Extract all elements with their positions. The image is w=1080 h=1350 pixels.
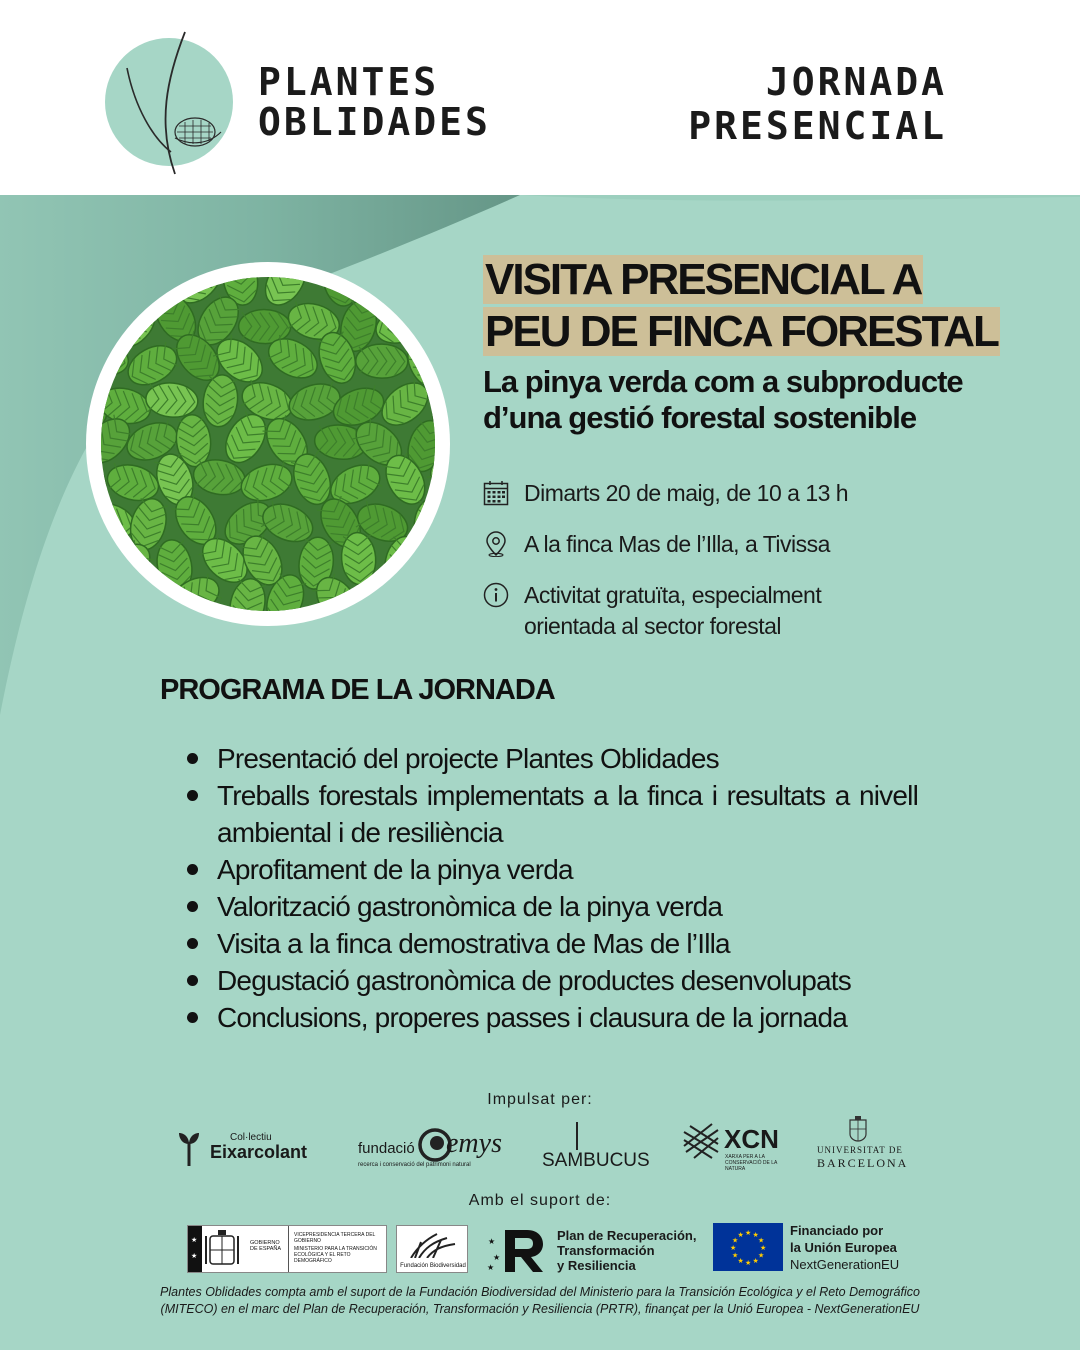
title-line-1: VISITA PRESENCIAL A xyxy=(485,255,922,304)
gob-divider xyxy=(288,1226,289,1272)
fundacion-biodiversidad-logo xyxy=(396,1225,468,1273)
svg-text:★: ★ xyxy=(737,1232,744,1239)
footer-note-line-2: (MITECO) en el marc del Plan de Recuperación, Transformación y Resiliencia (PRTR), finançat per la Unió Europea - NextGenerationEU xyxy=(160,1302,920,1316)
grass-icon xyxy=(407,1232,459,1258)
brand-line-1: PLANTES xyxy=(258,60,440,104)
program-item: Valorització gastronòmica de la pinya verda xyxy=(185,888,918,925)
subtitle-line-2: d’una gestió forestal sostenible xyxy=(483,400,917,435)
sambucus-name: SAMBUCUS xyxy=(542,1150,650,1171)
brand-line-2: OBLIDADES xyxy=(258,100,491,144)
event-location: A la finca Mas de l’Illa, a Tivissa xyxy=(524,531,830,557)
svg-text:★: ★ xyxy=(752,1232,759,1239)
svg-text:★: ★ xyxy=(191,1237,198,1244)
subtitle-line-1: La pinya verda com a subproducte xyxy=(483,364,963,399)
program-item: Presentació del projecte Plantes Oblidades xyxy=(185,740,918,777)
calendar-icon xyxy=(483,480,509,506)
program-item: Visita a la finca demostrativa de Mas de l’Illa xyxy=(185,925,918,962)
xcn-tagline: XARXA PER A LA CONSERVACIÓ DE LA NATURA xyxy=(725,1154,778,1172)
ub-line-1: UNIVERSITAT DE xyxy=(817,1145,903,1155)
prtr-line-3: y Resiliencia xyxy=(557,1258,636,1273)
location-row xyxy=(483,529,830,560)
event-info-line-1: Activitat gratuïta, especialment xyxy=(524,582,822,608)
support-label: Amb el suport de: xyxy=(468,1192,612,1209)
emys-tagline: recerca i conservació del patrimoni natural xyxy=(358,1162,471,1168)
title-line-2: PEU DE FINCA FORESTAL xyxy=(485,307,998,356)
gobierno-espana-logo xyxy=(187,1225,387,1273)
program-item: Treballs forestals implementats a la finca i resultats a nivell ambiental i de resiliència xyxy=(185,777,918,851)
svg-text:★: ★ xyxy=(737,1258,744,1265)
ub-line-2: BARCELONA xyxy=(817,1156,909,1170)
eu-flag-icon xyxy=(713,1223,783,1271)
event-info-line-2: orientada al sector forestal xyxy=(524,613,782,639)
gobierno-text: GOBIERNO DE ESPAÑA xyxy=(250,1240,282,1252)
event-subtitle xyxy=(483,364,1003,436)
svg-text:★: ★ xyxy=(488,1237,496,1246)
prtr-r-icon xyxy=(487,1226,547,1272)
svg-text:★: ★ xyxy=(732,1252,739,1260)
stem-icon xyxy=(574,1122,580,1150)
svg-text:★: ★ xyxy=(191,1253,198,1260)
program-item: Conclusions, properes passes i clausura de la jornada xyxy=(185,999,918,1036)
eu-funding-text xyxy=(790,1222,899,1273)
eixarcolant-name: Eixarcolant xyxy=(210,1142,308,1162)
ministerio-text: MINISTERIO PARA LA TRANSICIÓN ECOLÓGICA Y EL RETO DEMOGRÁFICO xyxy=(294,1246,377,1264)
svg-text:★: ★ xyxy=(487,1263,495,1272)
svg-text:★: ★ xyxy=(758,1252,765,1260)
event-type xyxy=(688,60,947,148)
promoted-by-label: Impulsat per: xyxy=(487,1091,593,1108)
university-crest-icon xyxy=(849,1116,867,1142)
svg-text:★: ★ xyxy=(732,1237,739,1245)
emys-name: emys xyxy=(446,1128,502,1159)
footer-note xyxy=(140,1284,940,1318)
date-row xyxy=(483,478,848,509)
prtr-text xyxy=(557,1228,696,1273)
xcn-name: XCN xyxy=(724,1124,779,1154)
program-list xyxy=(185,740,918,1036)
green-pine-cones-photo xyxy=(101,277,435,611)
svg-text:★: ★ xyxy=(493,1253,501,1262)
svg-text:★: ★ xyxy=(758,1237,765,1245)
info-row xyxy=(483,580,821,642)
svg-text:★: ★ xyxy=(745,1260,752,1267)
prtr-line-1: Plan de Recuperación, xyxy=(557,1228,697,1243)
vicepresidencia-text: VICEPRESIDENCIA TERCERA DEL GOBIERNO xyxy=(294,1232,376,1244)
event-info xyxy=(524,580,821,642)
svg-text:★: ★ xyxy=(745,1230,752,1237)
xcn-mesh-icon xyxy=(682,1122,720,1162)
sprout-icon xyxy=(178,1130,200,1166)
brand-name xyxy=(258,62,491,142)
event-type-line-2: PRESENCIAL xyxy=(688,104,947,148)
pine-branch-logo-icon xyxy=(105,28,245,178)
emys-prefix: fundació xyxy=(358,1140,415,1157)
map-pin-icon xyxy=(483,531,509,557)
eu-stars-icon xyxy=(713,1223,783,1271)
footer-note-line-1: Plantes Oblidades compta amb el suport de la Fundación Biodiversidad del Ministerio para la Transición Ecológica y el Reto Demográfico xyxy=(160,1285,920,1299)
event-date: Dimarts 20 de maig, de 10 a 13 h xyxy=(524,480,849,506)
svg-text:★: ★ xyxy=(730,1245,737,1252)
program-title: PROGRAMA DE LA JORNADA xyxy=(160,674,555,706)
eu-line-3: NextGenerationEU xyxy=(790,1257,900,1272)
info-icon xyxy=(483,582,509,608)
svg-text:★: ★ xyxy=(752,1258,759,1265)
fundacion-text: Fundación Biodiversidad xyxy=(400,1263,466,1269)
event-type-line-1: JORNADA xyxy=(765,60,947,104)
eu-line-1: Financiado por xyxy=(790,1223,884,1238)
svg-text:★: ★ xyxy=(760,1245,767,1252)
prtr-line-2: Transformación xyxy=(557,1243,655,1258)
program-item: Aprofitament de la pinya verda xyxy=(185,851,918,888)
eu-line-2: la Unión Europea xyxy=(790,1240,897,1255)
header xyxy=(0,0,1080,195)
spain-coat-of-arms-icon xyxy=(188,1226,248,1272)
eixarcolant-small: Col·lectiu xyxy=(230,1132,272,1143)
program-item: Degustació gastronòmica de productes desenvolupats xyxy=(185,962,918,999)
event-title xyxy=(483,254,1000,358)
